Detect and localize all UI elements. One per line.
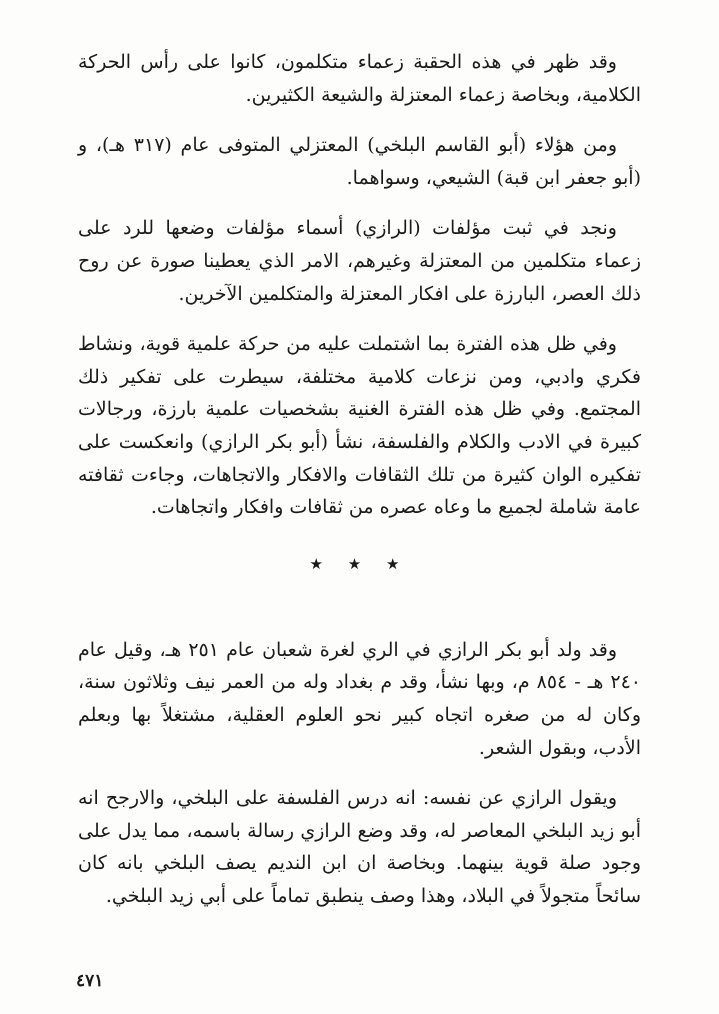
section-gap: [78, 576, 641, 634]
page-number: ٤٧١: [76, 971, 104, 991]
paragraph-5: وقد ولد أبو بكر الرازي في الري لغرة شعبان عام ٢٥١ هـ، وقيل عام ٢٤٠ هـ - ٨٥٤ م، وبها نشأ، وقد م بغداد وله من العمر نيف وثلاثون سنة، وكان له من صغره اتجاه كبير نحو العلوم العقلية، مشتغلاً بها وبعلم الأدب، وبقول الشعر.: [78, 638, 641, 759]
body-text: [78, 46, 641, 912]
paragraph-4: وفي ظل هذه الفترة بما اشتملت عليه من حركة علمية قوية، ونشاط فكري وادبي، ومن نزعات كلامية مختلفة، سيطرت على تفكير ذلك المجتمع. وفي ظل هذه الفترة الغنية بشخصيات علمية بارزة، ورجالات كبيرة في الادب والكلام والفلسفة، نشأ (أبو بكر الرازي) وانعكست على تفكيره الوان كثيرة من تلك الثقافات والافكار والاتجاهات، وجاءت ثقافته عامة شاملة لجميع ما وعاه عصره من ثقافات وافكار واتجاهات.: [78, 333, 641, 519]
paragraph-2: ومن هؤلاء (أبو القاسم البلخي) المعتزلي المتوفى عام (٣١٧ هـ)، و (أبو جعفر ابن قبة) الشيعي، وسواهما.: [78, 134, 641, 189]
paragraph-3: ونجد في ثبت مؤلفات (الرازي) أسماء مؤلفات وضعها للرد على زعماء متكلمين من المعتزلة وغيرهم، الامر الذي يعطينا صورة عن روح ذلك العصر، البارزة على افكار المعتزلة والمتكلمين الآخرين.: [78, 217, 641, 305]
paragraph-1: وقد ظهر في هذه الحقبة زعماء متكلمون، كانوا على رأس الحركة الكلامية، وبخاصة زعماء المعتزلة والشيعة الكثيرين.: [78, 51, 641, 106]
paragraph-6: ويقول الرازي عن نفسه: انه درس الفلسفة على البلخي، والارجح انه أبو زيد البلخي المعاصر له، وقد وضع الرازي رسالة باسمه، مما يدل على وجود صلة قوية بينهما. وبخاصة ان ابن النديم يصف البلخي بانه كان سائحاً متجولاً في البلاد، وهذا وصف ينطبق تماماً على أبي زيد البلخي.: [78, 787, 641, 907]
section-separator: ★ ★ ★: [309, 554, 410, 573]
